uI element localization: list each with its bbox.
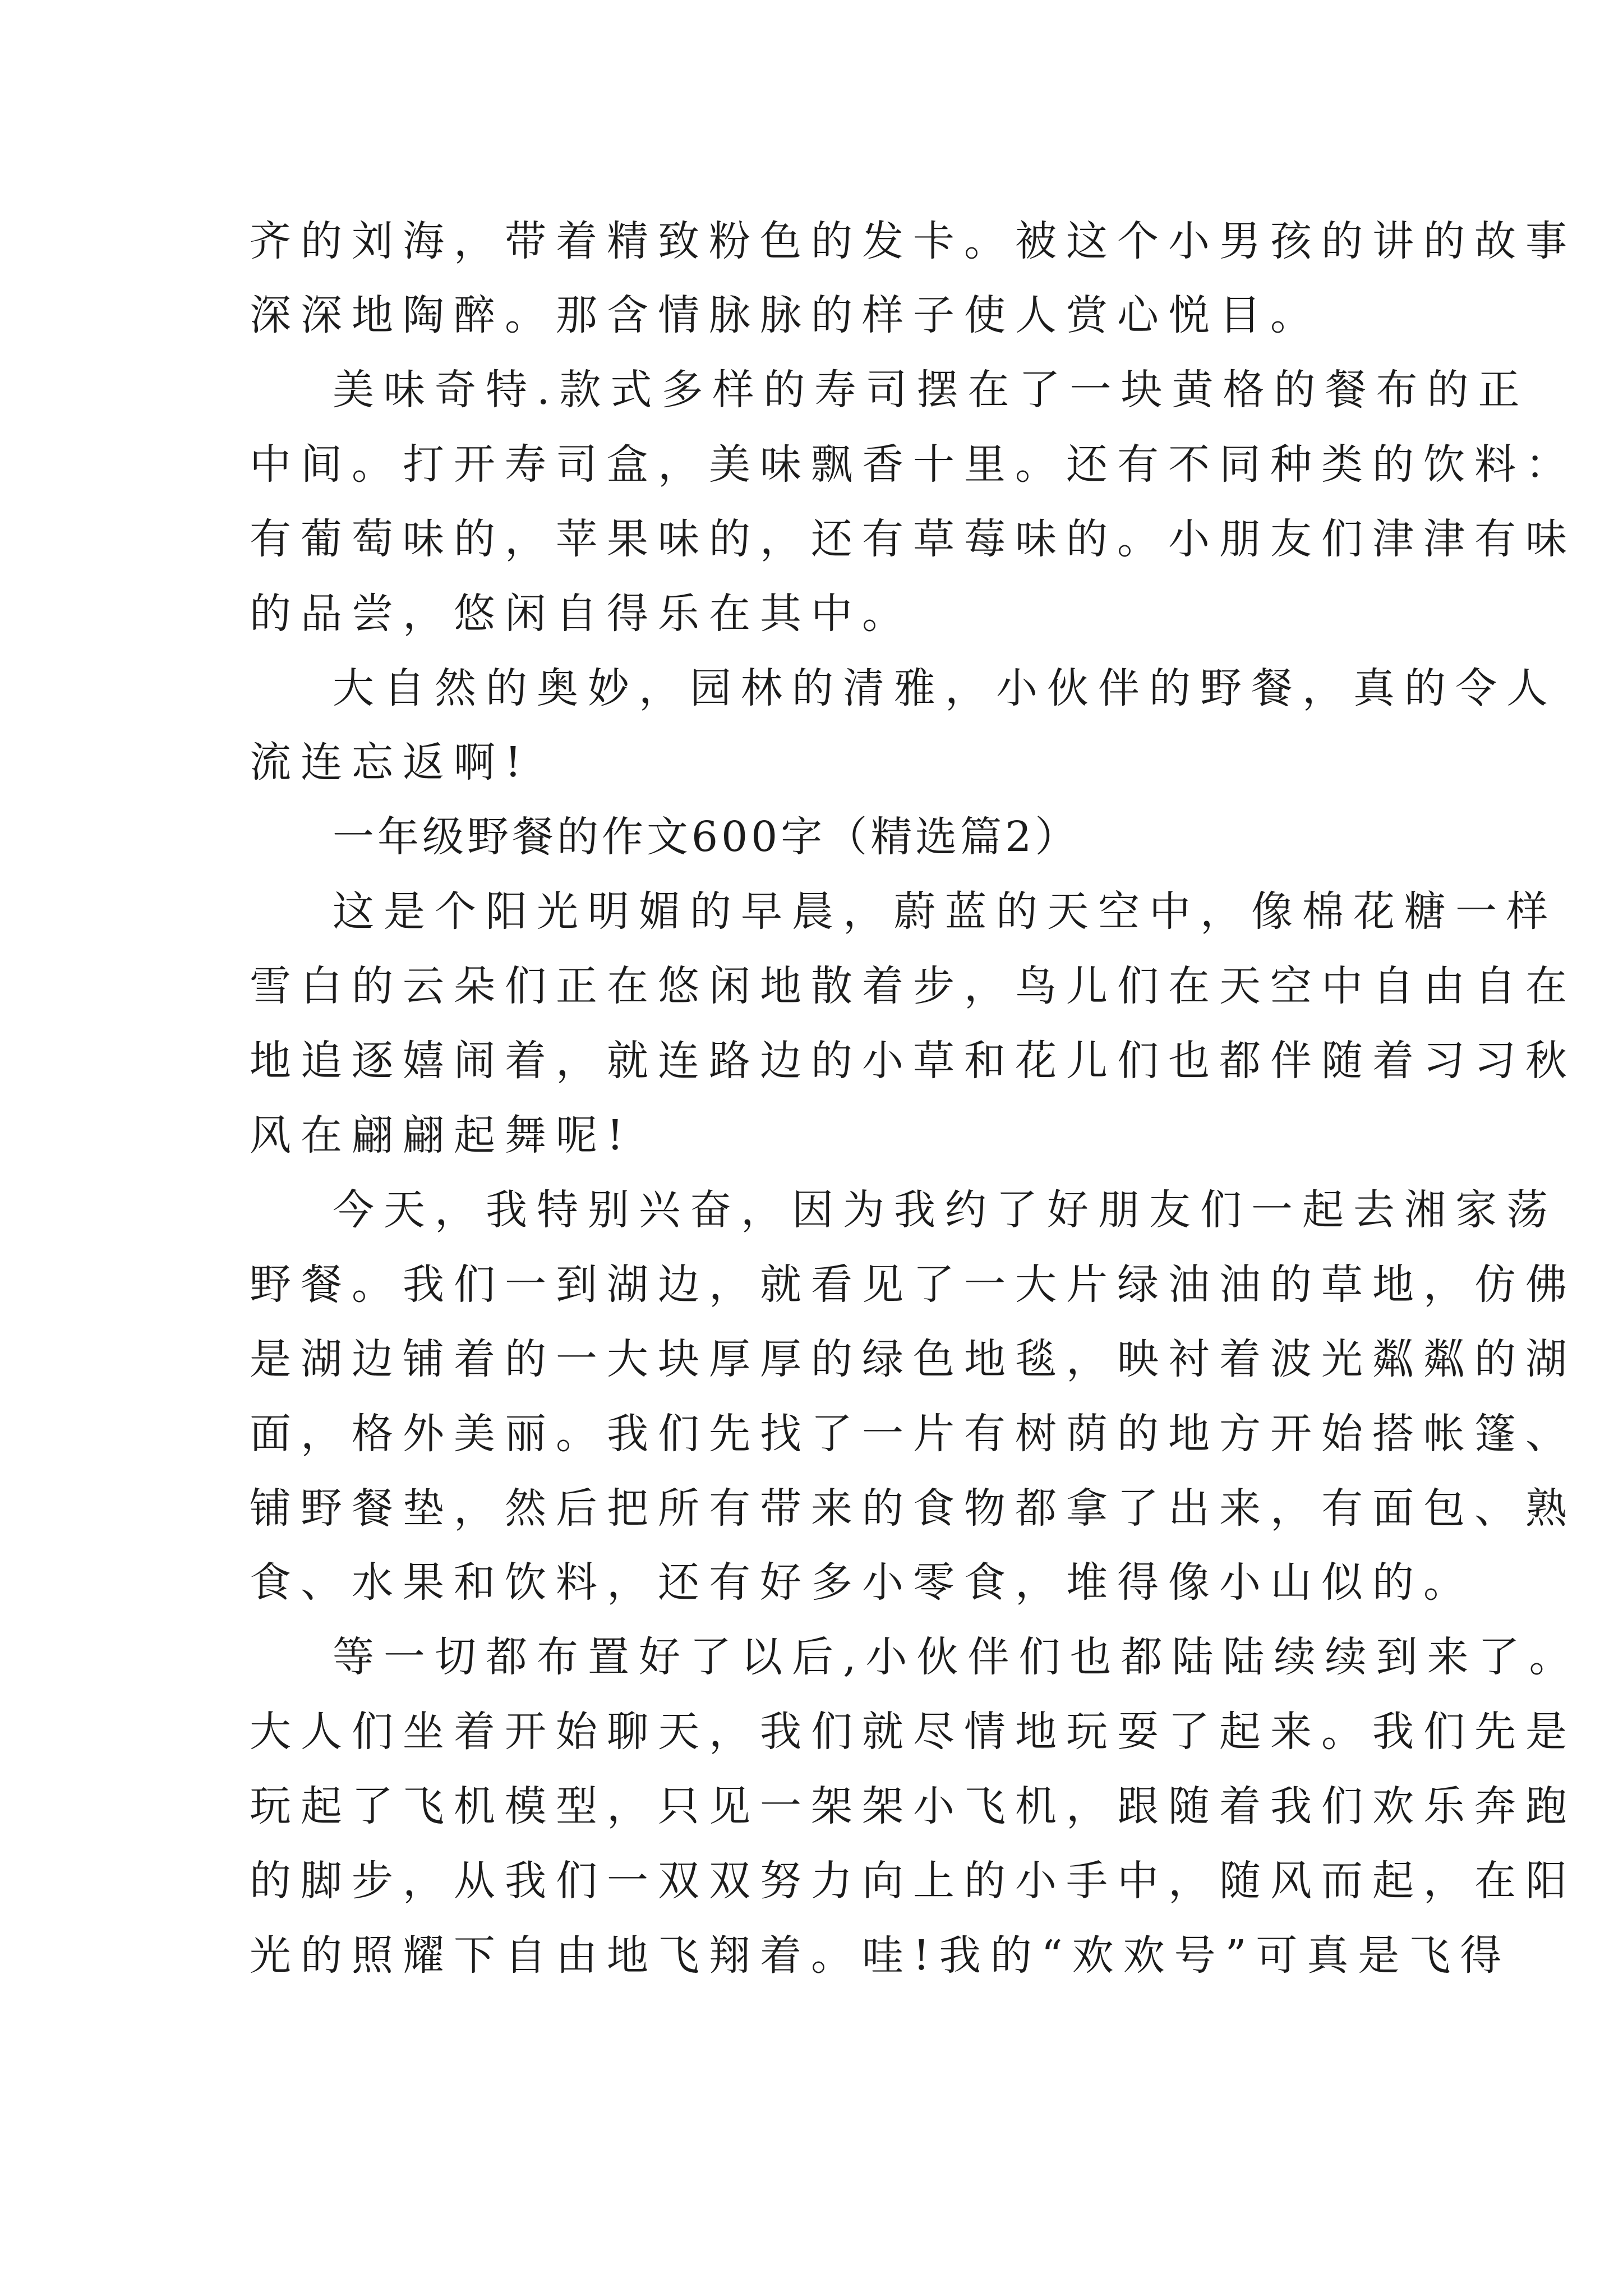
text-line: 面，格外美丽。我们先找了一片有树荫的地方开始搭帐篷、 <box>250 1410 1576 1458</box>
text-line: 的脚步，从我们一双双努力向上的小手中，随风而起，在阳 <box>250 1857 1576 1905</box>
text-line: 光的照耀下自由地飞翔着。哇!我的“欢欢号”可真是飞得 <box>250 1931 1511 1980</box>
text-line: 的品尝，悠闲自得乐在其中。 <box>250 590 913 638</box>
text-line: 地追逐嬉闹着，就连路边的小草和花儿们也都伴随着习习秋 <box>250 1037 1576 1085</box>
section-heading: 一年级野餐的作文600字（精选篇2） <box>333 813 1080 861</box>
paragraph-first-line: 大自然的奥妙，园林的清雅，小伙伴的野餐，真的令人 <box>333 664 1557 712</box>
text-line: 铺野餐垫，然后把所有带来的食物都拿了出来，有面包、熟 <box>250 1484 1576 1533</box>
text-line: 深深地陶醉。那含情脉脉的样子使人赏心悦目。 <box>250 291 1321 339</box>
paragraph-first-line: 这是个阳光明媚的早晨，蔚蓝的天空中，像棉花糖一样 <box>333 887 1557 936</box>
text-line: 风在翩翩起舞呢! <box>250 1111 633 1159</box>
text-line: 流连忘返啊! <box>250 738 531 786</box>
text-line: 食、水果和饮料，还有好多小零食，堆得像小山似的。 <box>250 1558 1474 1607</box>
text-line: 中间。打开寿司盒，美味飘香十里。还有不同种类的饮料： <box>250 440 1576 489</box>
text-line: 玩起了飞机模型，只见一架架小飞机，跟随着我们欢乐奔跑 <box>250 1782 1576 1830</box>
text-line: 齐的刘海，带着精致粉色的发卡。被这个小男孩的讲的故事 <box>250 217 1576 265</box>
text-line: 野餐。我们一到湖边，就看见了一大片绿油油的草地，仿佛 <box>250 1260 1576 1309</box>
paragraph-first-line: 等一切都布置好了以后,小伙伴们也都陆陆续续到来了。 <box>333 1633 1580 1681</box>
text-line: 是湖边铺着的一大块厚厚的绿色地毯，映衬着波光粼粼的湖 <box>250 1335 1576 1383</box>
paragraph-first-line: 今天，我特别兴奋，因为我约了好朋友们一起去湘家荡 <box>333 1186 1557 1234</box>
text-line: 大人们坐着开始聊天，我们就尽情地玩耍了起来。我们先是 <box>250 1708 1576 1756</box>
text-line: 有葡萄味的，苹果味的，还有草莓味的。小朋友们津津有味 <box>250 515 1576 563</box>
text-line: 雪白的云朵们正在悠闲地散着步，鸟儿们在天空中自由自在 <box>250 962 1576 1010</box>
paragraph-first-line: 美味奇特.款式多样的寿司摆在了一块黄格的餐布的正 <box>333 366 1529 414</box>
